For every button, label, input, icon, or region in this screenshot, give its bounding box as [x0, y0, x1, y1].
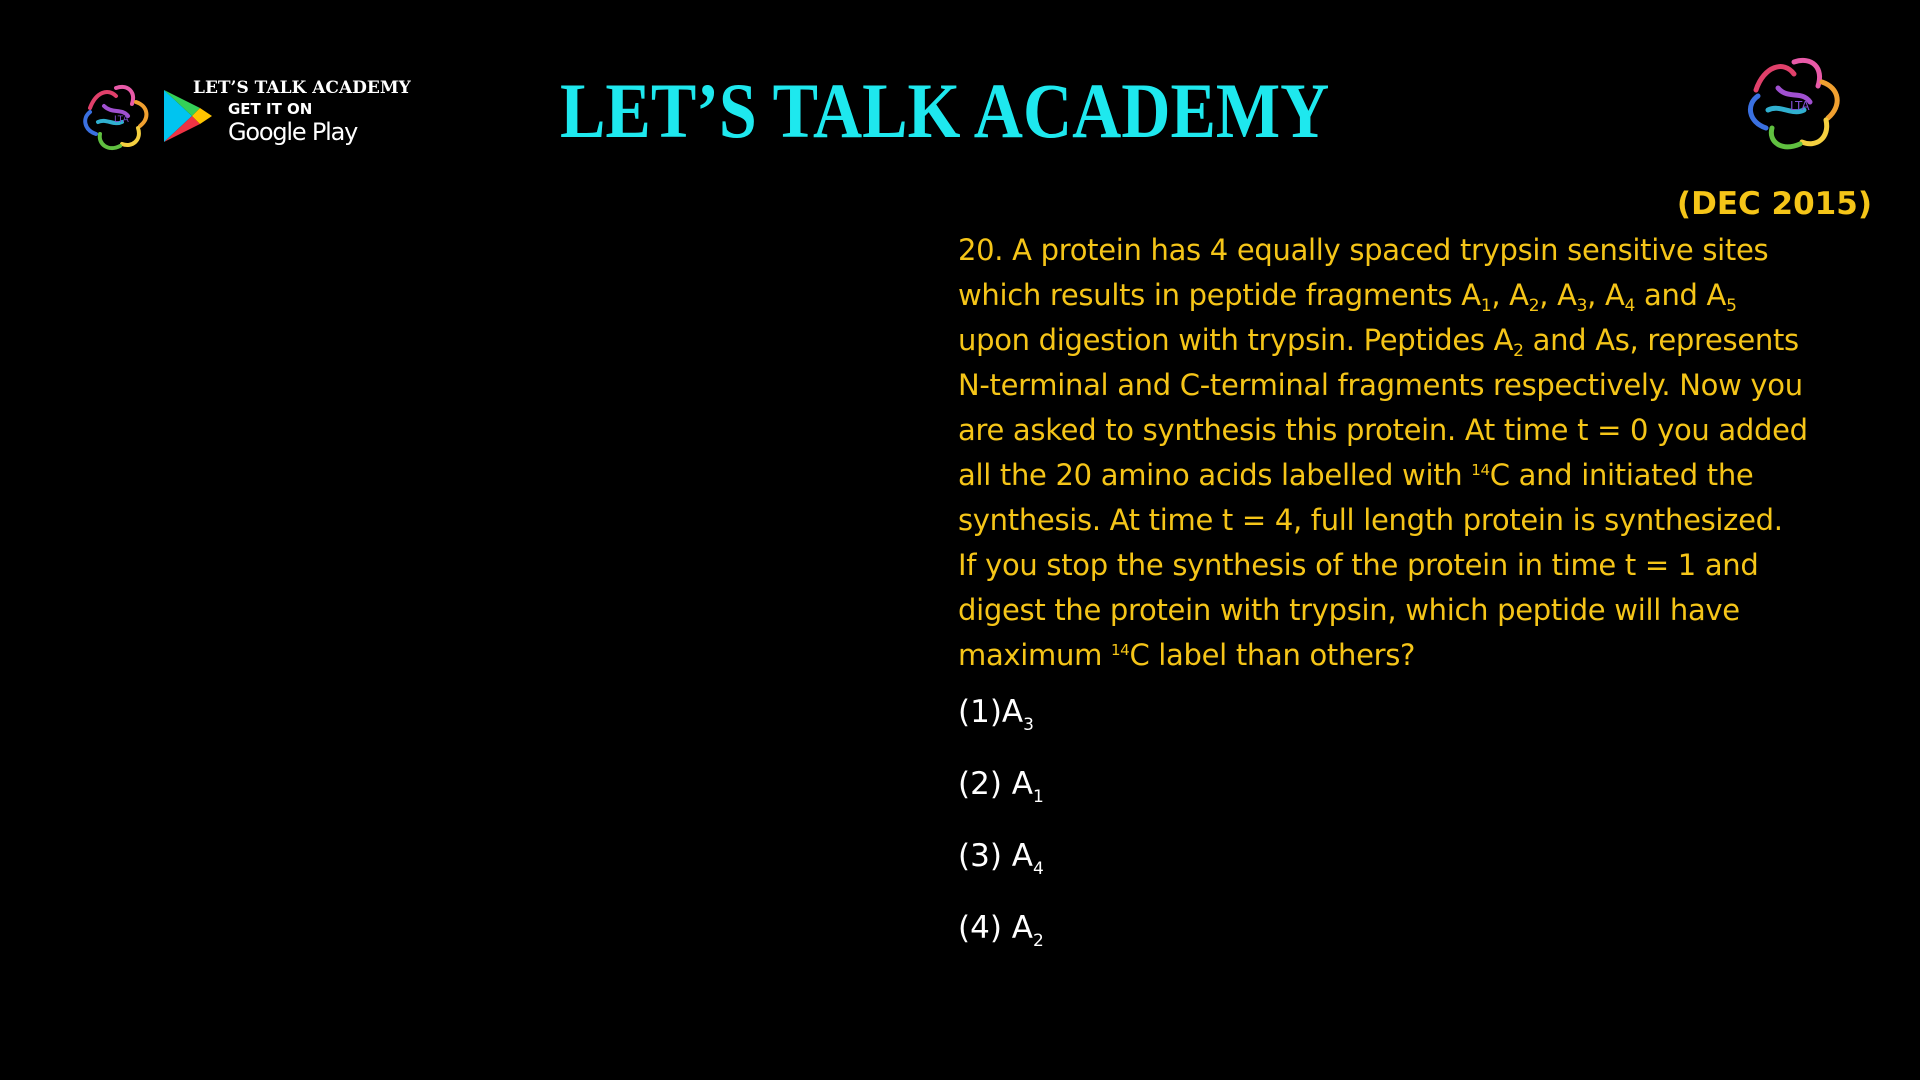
question-line: all the 20 amino acids labelled with $^{14}$C and initiated the [958, 458, 1754, 492]
question-line: digest the protein with trypsin, which peptide will have [958, 593, 1740, 627]
question-line: upon digestion with trypsin. Peptides $A_2$ and As, represents [958, 323, 1799, 361]
question-line: which results in peptide fragments $A_1$, $A_2$, $A_3$, $A_4$ and $A_5$ [958, 278, 1737, 316]
protein-ribbon-logo-icon [1738, 48, 1852, 160]
badge-store-name: Google Play [228, 118, 358, 146]
answer-option-3[interactable]: (3) $A_4$ [958, 838, 1044, 879]
google-play-badge[interactable] [160, 78, 410, 156]
page-title: LET’S TALK ACADEMY [560, 67, 1330, 154]
answer-options [958, 690, 1044, 978]
question-line: N-terminal and C-terminal fragments respectively. Now you [958, 368, 1803, 402]
svg-text:LTA: LTA [1790, 99, 1810, 113]
exam-year-tag: (DEC 2015) [1676, 186, 1872, 222]
answer-option-4[interactable]: (4) $A_2$ [958, 910, 1044, 951]
question-line: are asked to synthesis this protein. At time t = 0 you added [958, 413, 1808, 447]
question-line: maximum $^{14}$C label than others? [958, 638, 1416, 672]
answer-option-2[interactable]: (2) $A_1$ [958, 766, 1044, 807]
question-line: 20. A protein has 4 equally spaced trypsin sensitive sites [958, 233, 1769, 267]
protein-ribbon-logo-icon [76, 78, 158, 156]
answer-option-1[interactable]: $(1)A_3$ [958, 694, 1034, 735]
question-line: synthesis. At time t = 4, full length protein is synthesized. [958, 503, 1783, 537]
question-text [958, 228, 1858, 678]
badge-academy-name: LET’S TALK ACADEMY [193, 78, 411, 98]
question-line: If you stop the synthesis of the protein in time t = 1 and [958, 548, 1759, 582]
svg-text:LTA: LTA [114, 115, 129, 125]
badge-get-it-on: GET IT ON [228, 100, 313, 118]
